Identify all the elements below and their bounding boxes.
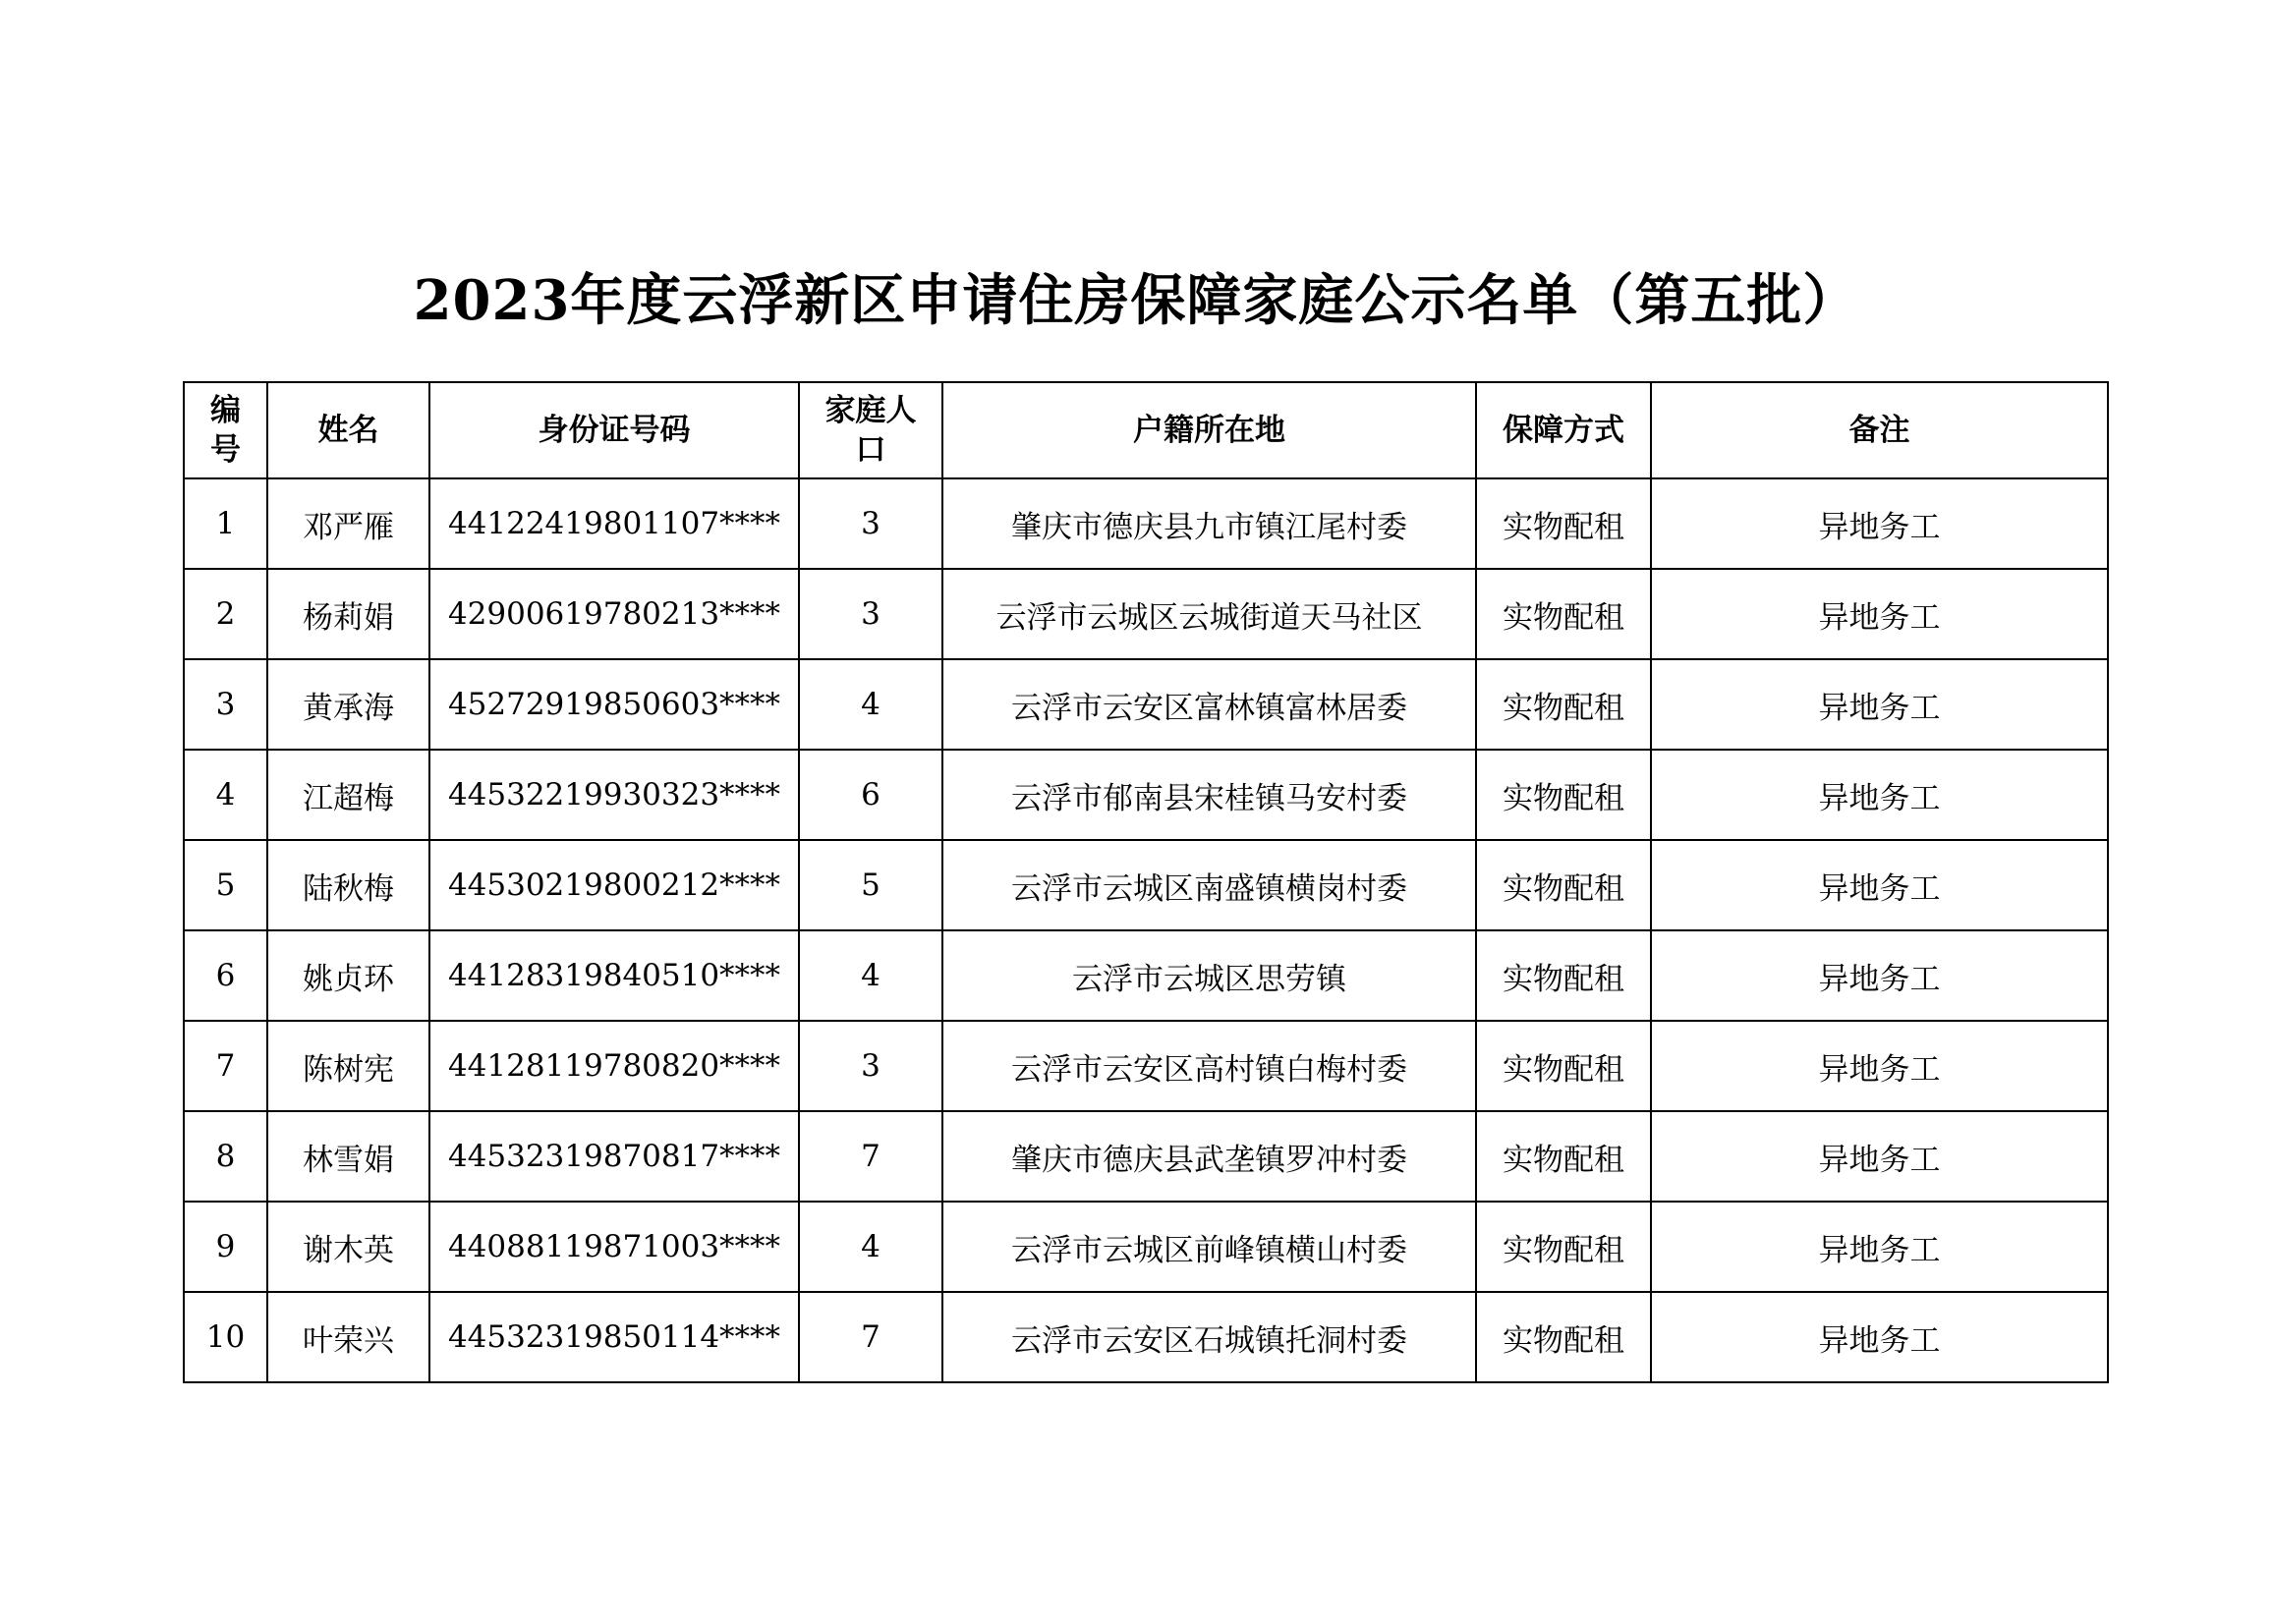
cell-registered-residence: 云浮市云城区思劳镇	[942, 930, 1476, 1021]
cell-number: 3	[184, 659, 267, 750]
header-household-size	[799, 382, 942, 478]
cell-household-size: 4	[799, 659, 942, 750]
header-id-number: 身份证号码	[429, 382, 799, 478]
cell-registered-residence: 云浮市云城区云城街道天马社区	[942, 569, 1476, 659]
table-row	[184, 930, 2108, 1021]
cell-name: 黄承海	[267, 659, 429, 750]
cell-support-method: 实物配租	[1476, 1202, 1651, 1292]
table-header-row	[184, 382, 2108, 478]
cell-household-size: 6	[799, 750, 942, 840]
table-row	[184, 840, 2108, 930]
cell-support-method: 实物配租	[1476, 1111, 1651, 1202]
header-registered-residence: 户籍所在地	[942, 382, 1476, 478]
table-row	[184, 1021, 2108, 1111]
header-number-label: 编号	[210, 393, 241, 468]
cell-household-size: 7	[799, 1292, 942, 1382]
cell-number: 5	[184, 840, 267, 930]
cell-number: 7	[184, 1021, 267, 1111]
cell-household-size: 4	[799, 1202, 942, 1292]
cell-remarks: 异地务工	[1651, 1021, 2108, 1111]
cell-name: 林雪娟	[267, 1111, 429, 1202]
cell-support-method: 实物配租	[1476, 750, 1651, 840]
cell-support-method: 实物配租	[1476, 659, 1651, 750]
cell-name: 邓严雁	[267, 478, 429, 569]
cell-name: 谢木英	[267, 1202, 429, 1292]
table-row	[184, 750, 2108, 840]
cell-support-method: 实物配租	[1476, 840, 1651, 930]
cell-registered-residence: 肇庆市德庆县九市镇江尾村委	[942, 478, 1476, 569]
cell-registered-residence: 云浮市郁南县宋桂镇马安村委	[942, 750, 1476, 840]
cell-id-number: 44128119780820****	[429, 1021, 799, 1111]
cell-registered-residence: 肇庆市德庆县武垄镇罗冲村委	[942, 1111, 1476, 1202]
cell-number: 1	[184, 478, 267, 569]
header-number	[184, 382, 267, 478]
cell-household-size: 3	[799, 478, 942, 569]
cell-household-size: 3	[799, 1021, 942, 1111]
cell-support-method: 实物配租	[1476, 1021, 1651, 1111]
cell-remarks: 异地务工	[1651, 1202, 2108, 1292]
cell-remarks: 异地务工	[1651, 659, 2108, 750]
cell-support-method: 实物配租	[1476, 569, 1651, 659]
cell-number: 10	[184, 1292, 267, 1382]
table-row	[184, 569, 2108, 659]
header-name: 姓名	[267, 382, 429, 478]
document-title: 2023年度云浮新区申请住房保障家庭公示名单（第五批）	[413, 268, 1859, 333]
cell-id-number: 44532319850114****	[429, 1292, 799, 1382]
cell-remarks: 异地务工	[1651, 750, 2108, 840]
cell-support-method: 实物配租	[1476, 930, 1651, 1021]
cell-number: 4	[184, 750, 267, 840]
cell-id-number: 44530219800212****	[429, 840, 799, 930]
table-row	[184, 1292, 2108, 1382]
cell-registered-residence: 云浮市云安区石城镇托洞村委	[942, 1292, 1476, 1382]
cell-id-number: 44532319870817****	[429, 1111, 799, 1202]
cell-name: 陈树宪	[267, 1021, 429, 1111]
cell-household-size: 7	[799, 1111, 942, 1202]
cell-number: 8	[184, 1111, 267, 1202]
cell-name: 叶荣兴	[267, 1292, 429, 1382]
cell-id-number: 42900619780213****	[429, 569, 799, 659]
header-household-size-label: 家庭人口	[824, 393, 917, 468]
cell-household-size: 4	[799, 930, 942, 1021]
cell-id-number: 44532219930323****	[429, 750, 799, 840]
table-row	[184, 1111, 2108, 1202]
cell-remarks: 异地务工	[1651, 930, 2108, 1021]
cell-id-number: 44122419801107****	[429, 478, 799, 569]
cell-household-size: 3	[799, 569, 942, 659]
cell-name: 杨莉娟	[267, 569, 429, 659]
cell-number: 9	[184, 1202, 267, 1292]
cell-remarks: 异地务工	[1651, 1111, 2108, 1202]
cell-name: 江超梅	[267, 750, 429, 840]
cell-number: 2	[184, 569, 267, 659]
cell-remarks: 异地务工	[1651, 569, 2108, 659]
table-row	[184, 478, 2108, 569]
cell-remarks: 异地务工	[1651, 1292, 2108, 1382]
cell-remarks: 异地务工	[1651, 840, 2108, 930]
cell-registered-residence: 云浮市云城区前峰镇横山村委	[942, 1202, 1476, 1292]
cell-support-method: 实物配租	[1476, 1292, 1651, 1382]
cell-number: 6	[184, 930, 267, 1021]
cell-name: 陆秋梅	[267, 840, 429, 930]
table-row	[184, 659, 2108, 750]
header-support-method: 保障方式	[1476, 382, 1651, 478]
cell-registered-residence: 云浮市云安区富林镇富林居委	[942, 659, 1476, 750]
cell-name: 姚贞环	[267, 930, 429, 1021]
cell-remarks: 异地务工	[1651, 478, 2108, 569]
cell-registered-residence: 云浮市云安区高村镇白梅村委	[942, 1021, 1476, 1111]
cell-registered-residence: 云浮市云城区南盛镇横岗村委	[942, 840, 1476, 930]
cell-id-number: 44088119871003****	[429, 1202, 799, 1292]
cell-household-size: 5	[799, 840, 942, 930]
header-remarks: 备注	[1651, 382, 2108, 478]
cell-id-number: 44128319840510****	[429, 930, 799, 1021]
applicant-table	[183, 381, 2109, 1383]
cell-id-number: 45272919850603****	[429, 659, 799, 750]
cell-support-method: 实物配租	[1476, 478, 1651, 569]
table-row	[184, 1202, 2108, 1292]
